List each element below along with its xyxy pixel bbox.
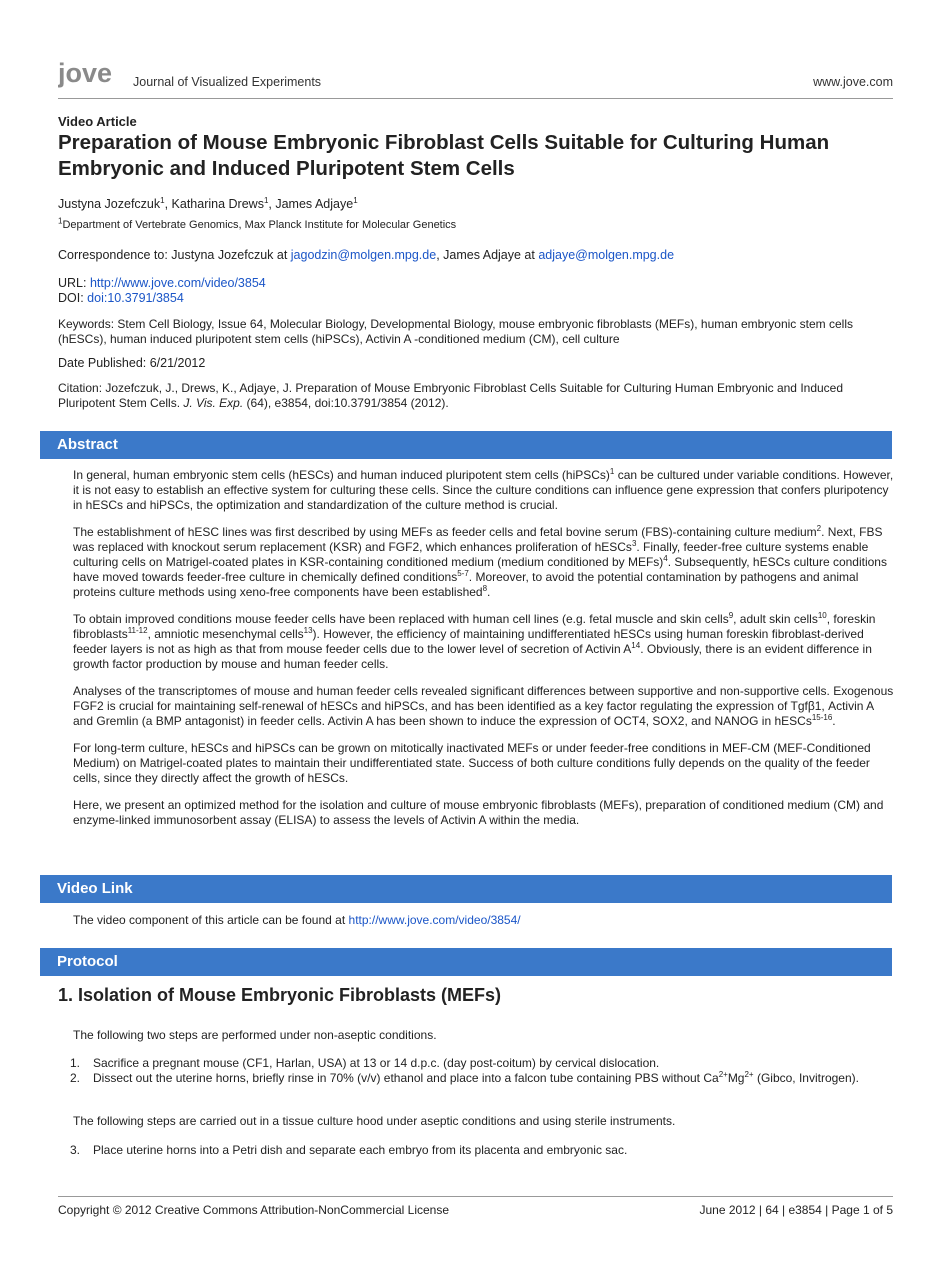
protocol-step: 2. Dissect out the uterine horns, briefly rinse in 70% (v/v) ethanol and place into a falcon tube containing PBS without $Ca^{2+}Mg^{2+}$ (Gibco, Invitrogen). [70, 1070, 859, 1085]
protocol-heading: 1. Isolation of Mouse Embryonic Fibroblasts (MEFs) [58, 985, 502, 1005]
abstract-paragraph: The establishment of hESC lines was first described by using MEFs as feeder cells and fetal bovine serum (FBS)-containing culture medium$^2$. Next, FBS was replaced with knockout serum replacement (KSR) and FGF2, which enhances proliferation of hESCs$^3$. Finally, feeder-free culture systems enable culturing cells on Matrigel-coated plates in KSR-containing conditioned medium (medium conditioned by MEFs)$^4$. Subsequently, hESCs culture conditions have moved towards feeder-free culture in chemically defined conditions$^{5-7}$. Moreover, to avoid the potential contamination by pathogens and animal proteins culture methods using xeno-free components have been established$^8$. [73, 524, 887, 599]
article-title: Preparation of Mouse Embryonic Fibroblast Cells Suitable for Culturing Human Embryonic and Induced Pluripotent Stem Cells [58, 131, 830, 180]
article-type: Video Article [58, 114, 137, 129]
video-link[interactable]: http://www.jove.com/video/3854/ [348, 913, 521, 927]
keywords: Keywords: Stem Cell Biology, Issue 64, Molecular Biology, Developmental Biology, mouse embryonic fibroblasts (MEFs), human embryonic stem cells (hESCs), human induced pluripotent stem cells (hiPSCs), Activin A -conditioned medium (CM), cell culture [58, 317, 853, 346]
page-header [58, 60, 893, 99]
doi-link[interactable]: doi:10.3791/3854 [87, 291, 184, 305]
abstract-paragraph: Analyses of the transcriptomes of mouse and human feeder cells revealed significant differences between supportive and non-supportive cells. Exogenous FGF2 is crucial for maintaining self-renewal of hESCs and hiPSCs, and has been identified as a key factor regulating the expression of Tgfβ1, Activin A and Gremlin (a BMP antagonist) in feeder cells. Activin A has been shown to induce the expression of OCT4, SOX2, and NANOG in hESCs$^{15-16}$. [73, 684, 894, 728]
affiliation: $^1$Department of Vertebrate Genomics, Max Planck Institute for Molecular Genetics [58, 216, 457, 231]
author-name: Justyna Jozefczuk [58, 197, 161, 211]
protocol-intro: The following steps are carried out in a tissue culture hood under aseptic conditions and using sterile instruments. [73, 1114, 676, 1128]
issue-info: June 2012 | 64 | e3854 | Page 1 of 5 [699, 1203, 893, 1217]
page-footer [58, 1196, 893, 1221]
abstract-body [73, 468, 895, 840]
svg-text:jove: jove [58, 60, 113, 88]
email-link-2[interactable]: adjaye@molgen.mpg.de [538, 248, 675, 262]
author-name: Katharina Drews [171, 197, 264, 211]
jove-logo [58, 60, 128, 94]
protocol-steps [70, 1056, 883, 1086]
correspondence: Correspondence to: Justyna Jozefczuk at jagodzin@molgen.mpg.de, James Adjaye at adjaye@molgen.mpg.de [58, 248, 675, 262]
article-url-link[interactable]: http://www.jove.com/video/3854 [89, 276, 266, 290]
copyright: Copyright © 2012 Creative Commons Attribution-NonCommercial License [58, 1203, 450, 1217]
section-header-video-link: Video Link [40, 875, 892, 903]
email-link-1[interactable]: jagodzin@molgen.mpg.de [290, 248, 437, 262]
section-header-protocol: Protocol [40, 948, 892, 976]
protocol-step: 1. Sacrifice a pregnant mouse (CF1, Harlan, USA) at 13 or 14 d.p.c. (day post-coitum) by cervical dislocation. [70, 1056, 660, 1070]
abstract-paragraph: To obtain improved conditions mouse feeder cells have been replaced with human cell lines (e.g. fetal muscle and skin cells$^9$, adult skin cells$^{10}$, foreskin fibroblasts$^{11-12}$, amniotic mesenchymal cells$^{13}$). However, the efficiency of maintaining undifferentiated hESCs using human foreskin fibroblast-derived feeder layers is not as high as that from mouse feeder cells due to the lower level of secretion of Activin $A^{14}$. Obviously, there is an evident difference in growth factor production by mouse and human feeder cells. [73, 611, 876, 671]
protocol-step: 3. Place uterine horns into a Petri dish and separate each embryo from its placenta and embryonic sac. [70, 1143, 628, 1157]
section-header-abstract: Abstract [40, 431, 892, 459]
journal-name: Journal of Visualized Experiments [133, 75, 322, 89]
abstract-paragraph: In general, human embryonic stem cells (hESCs) and human induced pluripotent stem cells (hiPSCs)$^1$ can be cultured under variable conditions. However, it is not easy to establish an effective system for culturing these cells. Since the culture conditions can influence gene expression that confers pluripotency in hESCs and hiPSCs, the optimization and standardization of the culture method is crucial. [73, 467, 894, 512]
video-link-text: The video component of this article can be found at http://www.jove.com/video/3854/ [73, 913, 521, 927]
author-list: Justyna Jozefczuk$^1$, Katharina Drews$^1$, James Adjaye$^1$ [58, 195, 358, 211]
abstract-paragraph: For long-term culture, hESCs and hiPSCs can be grown on mitotically inactivated MEFs or under feeder-free conditions in MEF-CM (MEF-Conditioned Medium) on Matrigel-coated plates to maintain their undifferentiated state. Success of both culture conditions fully depends on the quality of the feeder cells, since they directly affect the growth of hESCs. [73, 741, 871, 785]
abstract-paragraph: Here, we present an optimized method for the isolation and culture of mouse embryonic fibroblasts (MEFs), preparation of conditioned medium (CM) and enzyme-linked immunosorbent assay (ELISA) to assess the levels of Activin A within the media. [73, 798, 884, 827]
doi-line: DOI: doi:10.3791/3854 [58, 291, 184, 305]
date-published: Date Published: 6/21/2012 [58, 356, 206, 370]
protocol-intro: The following two steps are performed under non-aseptic conditions. [73, 1028, 437, 1042]
author-name: James Adjaye [275, 197, 354, 211]
site-url[interactable]: www.jove.com [813, 75, 893, 89]
citation: Citation: Jozefczuk, J., Drews, K., Adjaye, J. Preparation of Mouse Embryonic Fibroblast Cells Suitable for Culturing Human Embryonic and Induced Pluripotent Stem Cells. J. Vis. Exp. (64), e3854, doi:10.3791/3854 (2012). [58, 381, 844, 410]
url-line: URL: http://www.jove.com/video/3854 [58, 276, 266, 290]
